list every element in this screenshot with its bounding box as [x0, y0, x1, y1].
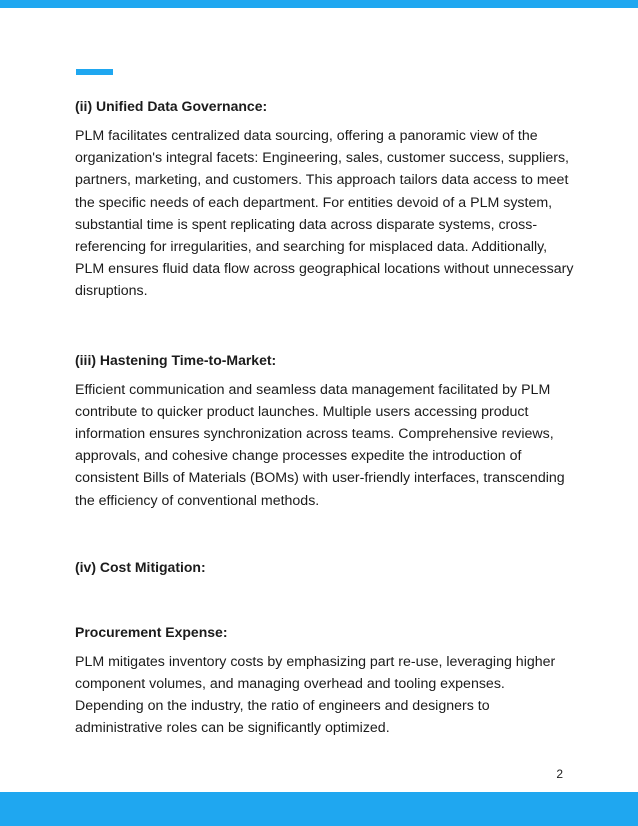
top-accent-bar [0, 0, 638, 8]
paragraph-procurement-expense: PLM mitigates inventory costs by emphasizing part re-use, leveraging higher component volumes, and managing overhead and tooling expenses. Depending on the industry, the ratio of engineers and designers to administrative roles can be significantly optimized. [75, 653, 556, 737]
section-accent-line [76, 69, 113, 75]
heading-cost-mitigation: (iv) Cost Mitigation: [75, 558, 206, 575]
heading-unified-data-governance: (ii) Unified Data Governance: [75, 98, 268, 114]
document-body [75, 97, 575, 740]
heading-hastening-time-to-market: (iii) Hastening Time-to-Market: [75, 351, 277, 368]
paragraph-unified-data-governance: PLM facilitates centralized data sourcing, offering a panoramic view of the organization's integral facets: Engineering, sales, customer success, suppliers, partners, marketing, and customers. This approach tailors data access to meet the specific needs of each department. For entities devoid of a PLM system, substantial time is spent replicating data across disparate systems, cross-referencing for irregularities, and searching for misplaced data. Additionally, PLM ensures fluid data flow across geographical locations without unnecessary disruptions. [75, 128, 574, 300]
page-number: 2 [556, 767, 563, 781]
heading-procurement-expense: Procurement Expense: [75, 623, 228, 640]
bottom-accent-bar [0, 792, 638, 826]
paragraph-hastening-time-to-market: Efficient communication and seamless data management facilitated by PLM contribute to quicker product launches. Multiple users accessing product information ensures synchronization across teams. Comprehensive reviews, approvals, and cohesive change processes expedite the introduction of consistent Bills of Materials (BOMs) with user-friendly interfaces, transcending the efficiency of conventional methods. [75, 381, 565, 509]
